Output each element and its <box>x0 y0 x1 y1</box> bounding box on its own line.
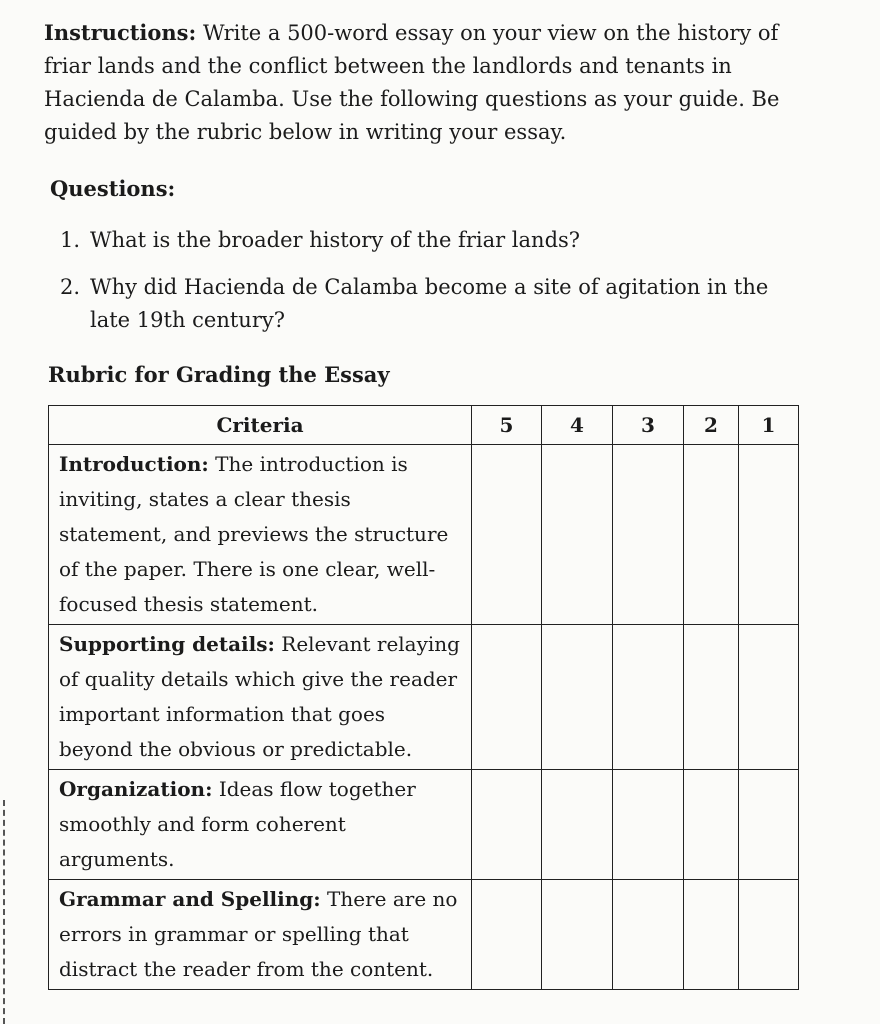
criteria-description: Ideas flow together smoothly and form coherent arguments. <box>59 777 416 871</box>
table-row <box>49 445 799 625</box>
question-item <box>60 271 800 337</box>
score-cell-3 <box>613 880 684 990</box>
header-score-4: 4 <box>542 406 613 445</box>
instructions-text: Write a 500-word essay on your view on the history of friar lands and the conflict between the landlords and tenants in Hacienda de Calamba. Use the following questions as your guide. Be guided by the rubric below in writing your essay. <box>44 21 780 144</box>
rubric-table <box>48 405 799 990</box>
instructions-label: Instructions: <box>44 20 197 45</box>
dashed-edge-divider <box>3 800 5 1024</box>
table-row <box>49 770 799 880</box>
questions-list <box>60 224 800 351</box>
score-cell-5 <box>472 770 542 880</box>
header-score-5: 5 <box>472 406 542 445</box>
header-score-1: 1 <box>739 406 799 445</box>
question-text: Why did Hacienda de Calamba become a site of agitation in the late 19th century? <box>90 275 769 332</box>
question-number: 1. <box>60 228 81 252</box>
criteria-cell <box>49 445 472 625</box>
score-cell-3 <box>613 445 684 625</box>
score-cell-2 <box>684 770 739 880</box>
question-item <box>60 224 800 257</box>
table-row <box>49 625 799 770</box>
criteria-description: Relevant relaying of quality details which give the reader important information that goes beyond the obvious or predictable. <box>59 632 460 761</box>
score-cell-5 <box>472 445 542 625</box>
score-cell-4 <box>542 625 613 770</box>
score-cell-1 <box>739 770 799 880</box>
criteria-description: There are no errors in grammar or spelling that distract the reader from the content. <box>59 887 458 981</box>
criteria-cell <box>49 770 472 880</box>
rubric-heading: Rubric for Grading the Essay <box>48 362 390 387</box>
score-cell-4 <box>542 880 613 990</box>
criteria-cell <box>49 625 472 770</box>
score-cell-2 <box>684 445 739 625</box>
criteria-title: Grammar and Spelling: <box>59 887 321 911</box>
table-row <box>49 880 799 990</box>
criteria-title: Organization: <box>59 777 213 801</box>
criteria-cell <box>49 880 472 990</box>
score-cell-3 <box>613 625 684 770</box>
criteria-title: Supporting details: <box>59 632 275 656</box>
score-cell-5 <box>472 625 542 770</box>
questions-heading: Questions: <box>50 176 176 201</box>
score-cell-5 <box>472 880 542 990</box>
score-cell-1 <box>739 625 799 770</box>
score-cell-2 <box>684 625 739 770</box>
header-score-2: 2 <box>684 406 739 445</box>
score-cell-4 <box>542 770 613 880</box>
header-score-3: 3 <box>613 406 684 445</box>
header-criteria: Criteria <box>49 406 472 445</box>
score-cell-1 <box>739 880 799 990</box>
question-number: 2. <box>60 275 81 299</box>
score-cell-1 <box>739 445 799 625</box>
criteria-description: The introduction is inviting, states a clear thesis statement, and previews the structure of the paper. There is one clear, well-focused thesis statement. <box>59 452 449 616</box>
score-cell-2 <box>684 880 739 990</box>
score-cell-3 <box>613 770 684 880</box>
instructions-paragraph <box>44 16 804 149</box>
score-cell-4 <box>542 445 613 625</box>
question-text: What is the broader history of the friar lands? <box>90 228 581 252</box>
rubric-header-row <box>49 406 799 445</box>
criteria-title: Introduction: <box>59 452 209 476</box>
